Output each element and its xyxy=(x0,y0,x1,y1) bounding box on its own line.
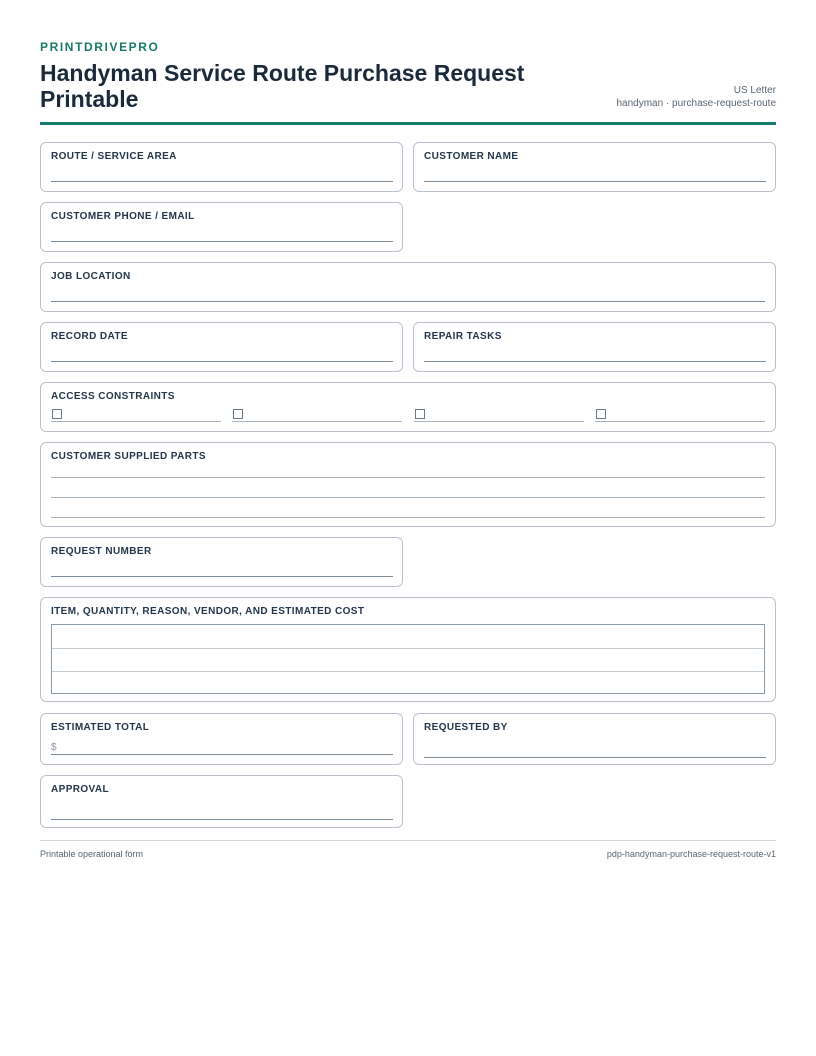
footer-form-id: pdp-handyman-purchase-request-route-v1 xyxy=(606,849,776,859)
approval-input-line[interactable] xyxy=(51,819,393,820)
requested-by-field xyxy=(413,713,776,765)
access-constraint-line[interactable] xyxy=(595,421,765,422)
access-constraint-line[interactable] xyxy=(232,421,402,422)
estimated-total-label: ESTIMATED TOTAL xyxy=(51,722,150,733)
repair-tasks-label: REPAIR TASKS xyxy=(424,331,502,342)
items-table-label: ITEM, QUANTITY, REASON, VENDOR, AND ESTIMATED COST xyxy=(51,606,365,617)
customer-name-field xyxy=(413,142,776,192)
footer-divider xyxy=(40,840,776,841)
access-constraints-label: ACCESS CONSTRAINTS xyxy=(51,391,175,402)
customer-supplied-parts-line[interactable] xyxy=(51,517,765,518)
table-row-divider xyxy=(52,648,764,649)
record-date-label: RECORD DATE xyxy=(51,331,128,342)
estimated-total-field xyxy=(40,713,403,765)
approval-field xyxy=(40,775,403,828)
route-service-area-input-line[interactable] xyxy=(51,181,393,182)
document-meta xyxy=(616,84,776,110)
footer-left-text: Printable operational form xyxy=(40,849,144,859)
job-location-input-line[interactable] xyxy=(51,301,765,302)
requested-by-input-line[interactable] xyxy=(424,757,766,758)
access-constraint-line[interactable] xyxy=(414,421,584,422)
repair-tasks-input-line[interactable] xyxy=(424,361,766,362)
items-table[interactable] xyxy=(51,624,765,694)
access-constraint-checkbox[interactable] xyxy=(596,409,606,419)
items-table-field xyxy=(40,597,776,702)
record-date-field xyxy=(40,322,403,372)
approval-label: APPROVAL xyxy=(51,784,110,795)
request-number-input-line[interactable] xyxy=(51,576,393,577)
requested-by-label: REQUESTED BY xyxy=(424,722,508,733)
access-constraint-checkbox[interactable] xyxy=(52,409,62,419)
route-service-area-label: ROUTE / SERVICE AREA xyxy=(51,151,177,162)
access-constraint-checkbox[interactable] xyxy=(233,409,243,419)
job-location-field xyxy=(40,262,776,312)
request-number-field xyxy=(40,537,403,587)
estimated-total-input-line[interactable] xyxy=(51,754,393,755)
document-tags: handyman · purchase-request-route xyxy=(616,98,776,109)
customer-name-input-line[interactable] xyxy=(424,181,766,182)
customer-phone-email-field xyxy=(40,202,403,252)
access-constraint-checkbox[interactable] xyxy=(415,409,425,419)
customer-name-label: CUSTOMER NAME xyxy=(424,151,519,162)
page-title: Handyman Service Route Purchase Request Printable xyxy=(40,60,525,112)
route-service-area-field xyxy=(40,142,403,192)
header-divider xyxy=(40,122,776,125)
customer-supplied-parts-line[interactable] xyxy=(51,477,765,478)
access-constraint-line[interactable] xyxy=(51,421,221,422)
customer-supplied-parts-line[interactable] xyxy=(51,497,765,498)
customer-supplied-parts-label: CUSTOMER SUPPLIED PARTS xyxy=(51,451,206,462)
record-date-input-line[interactable] xyxy=(51,361,393,362)
paper-size-label: US Letter xyxy=(733,85,776,96)
customer-supplied-parts-field xyxy=(40,442,776,527)
table-row-divider xyxy=(52,671,764,672)
access-constraints-field xyxy=(40,382,776,432)
currency-symbol: $ xyxy=(51,742,57,753)
customer-phone-email-label: CUSTOMER PHONE / EMAIL xyxy=(51,211,195,222)
repair-tasks-field xyxy=(413,322,776,372)
brand-name: PRINTDRIVEPRO xyxy=(40,40,160,54)
job-location-label: JOB LOCATION xyxy=(51,271,131,282)
request-number-label: REQUEST NUMBER xyxy=(51,546,152,557)
customer-phone-email-input-line[interactable] xyxy=(51,241,393,242)
